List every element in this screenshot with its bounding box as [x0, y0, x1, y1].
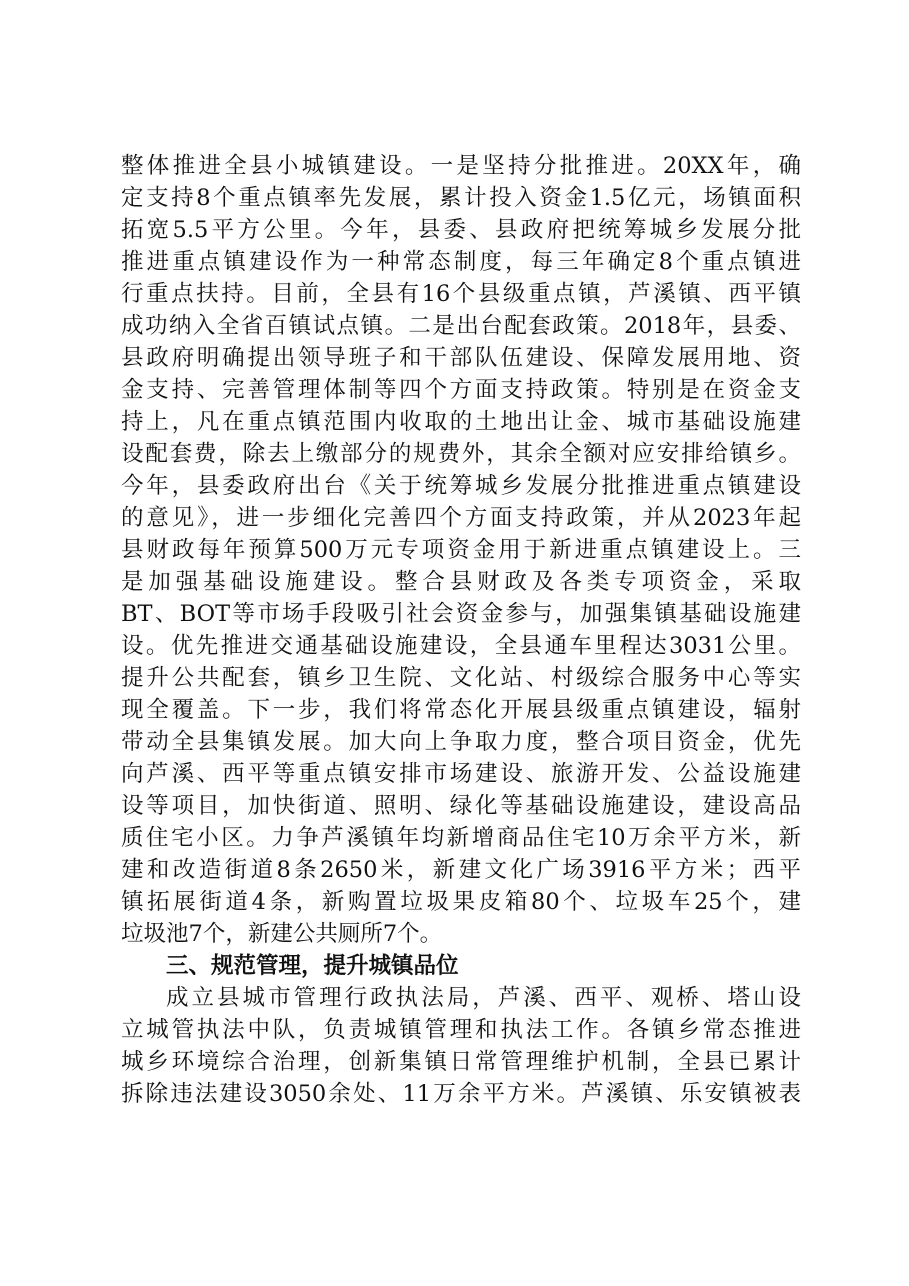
body-text-line: 是加强基础设施建设。整合县财政及各类专项资金，采取 — [121, 569, 801, 595]
body-text-line: 城乡环境综合治理，创新集镇日常管理维护机制，全县已累计 — [121, 1049, 801, 1075]
body-text-line: 设。优先推进交通基础设施建设，全县通车里程达3031公里。 — [121, 633, 801, 659]
body-text-line: 金支持、完善管理体制等四个方面支持政策。特别是在资金支 — [121, 377, 801, 403]
body-text-line: 质住宅小区。力争芦溪镇年均新增商品住宅10万余平方米，新 — [121, 825, 801, 851]
body-text-line: BT、BOT等市场手段吸引社会资金参与，加强集镇基础设施建 — [121, 601, 801, 627]
body-text-line: 带动全县集镇发展。加大向上争取力度，整合项目资金，优先 — [121, 729, 801, 755]
body-text-line: 成功纳入全省百镇试点镇。二是出台配套政策。2018年，县委、 — [121, 313, 801, 339]
body-text-line: 推进重点镇建设作为一种常态制度，每三年确定8个重点镇进 — [121, 249, 801, 275]
body-text-line: 今年，县委政府出台《关于统筹城乡发展分批推进重点镇建设 — [121, 473, 801, 499]
body-text-line: 整体推进全县小城镇建设。一是坚持分批推进。20XX年，确 — [121, 153, 801, 179]
body-text-line: 的意见》，进一步细化完善四个方面支持政策，并从2023年起 — [121, 505, 801, 531]
body-text-line: 镇拓展街道4条，新购置垃圾果皮箱80个、垃圾车25个，建 — [121, 889, 801, 915]
section-heading: 三、规范管理，提升城镇品位 — [166, 953, 459, 979]
body-text-line: 设配套费，除去上缴部分的规费外，其余全额对应安排给镇乡。 — [121, 441, 801, 467]
body-text-line: 拆除违法建设3050余处、11万余平方米。芦溪镇、乐安镇被表 — [121, 1081, 801, 1107]
body-text-line: 立城管执法中队，负责城镇管理和执法工作。各镇乡常态推进 — [121, 1017, 801, 1043]
body-text-line: 建和改造街道8条2650米，新建文化广场3916平方米；西平 — [121, 857, 801, 883]
body-text-line: 持上，凡在重点镇范围内收取的土地出让金、城市基础设施建 — [121, 409, 801, 435]
body-text-line: 拓宽5.5平方公里。今年，县委、县政府把统筹城乡发展分批 — [121, 217, 801, 243]
body-text-line: 提升公共配套，镇乡卫生院、文化站、村级综合服务中心等实 — [121, 665, 801, 691]
body-text-line: 垃圾池7个，新建公共厕所7个。 — [121, 921, 443, 947]
body-text-line: 县财政每年预算500万元专项资金用于新进重点镇建设上。三 — [121, 537, 801, 563]
body-text-line: 现全覆盖。下一步，我们将常态化开展县级重点镇建设，辐射 — [121, 697, 801, 723]
body-text-line: 行重点扶持。目前，全县有16个县级重点镇，芦溪镇、西平镇 — [121, 281, 801, 307]
body-text-line: 成立县城市管理行政执法局，芦溪、西平、观桥、塔山设 — [166, 985, 801, 1011]
body-text-line: 向芦溪、西平等重点镇安排市场建设、旅游开发、公益设施建 — [121, 761, 801, 787]
body-text-line: 县政府明确提出领导班子和干部队伍建设、保障发展用地、资 — [121, 345, 801, 371]
body-text-line: 定支持8个重点镇率先发展，累计投入资金1.5亿元，场镇面积 — [121, 185, 801, 211]
body-text-line: 设等项目，加快街道、照明、绿化等基础设施建设，建设高品 — [121, 793, 801, 819]
